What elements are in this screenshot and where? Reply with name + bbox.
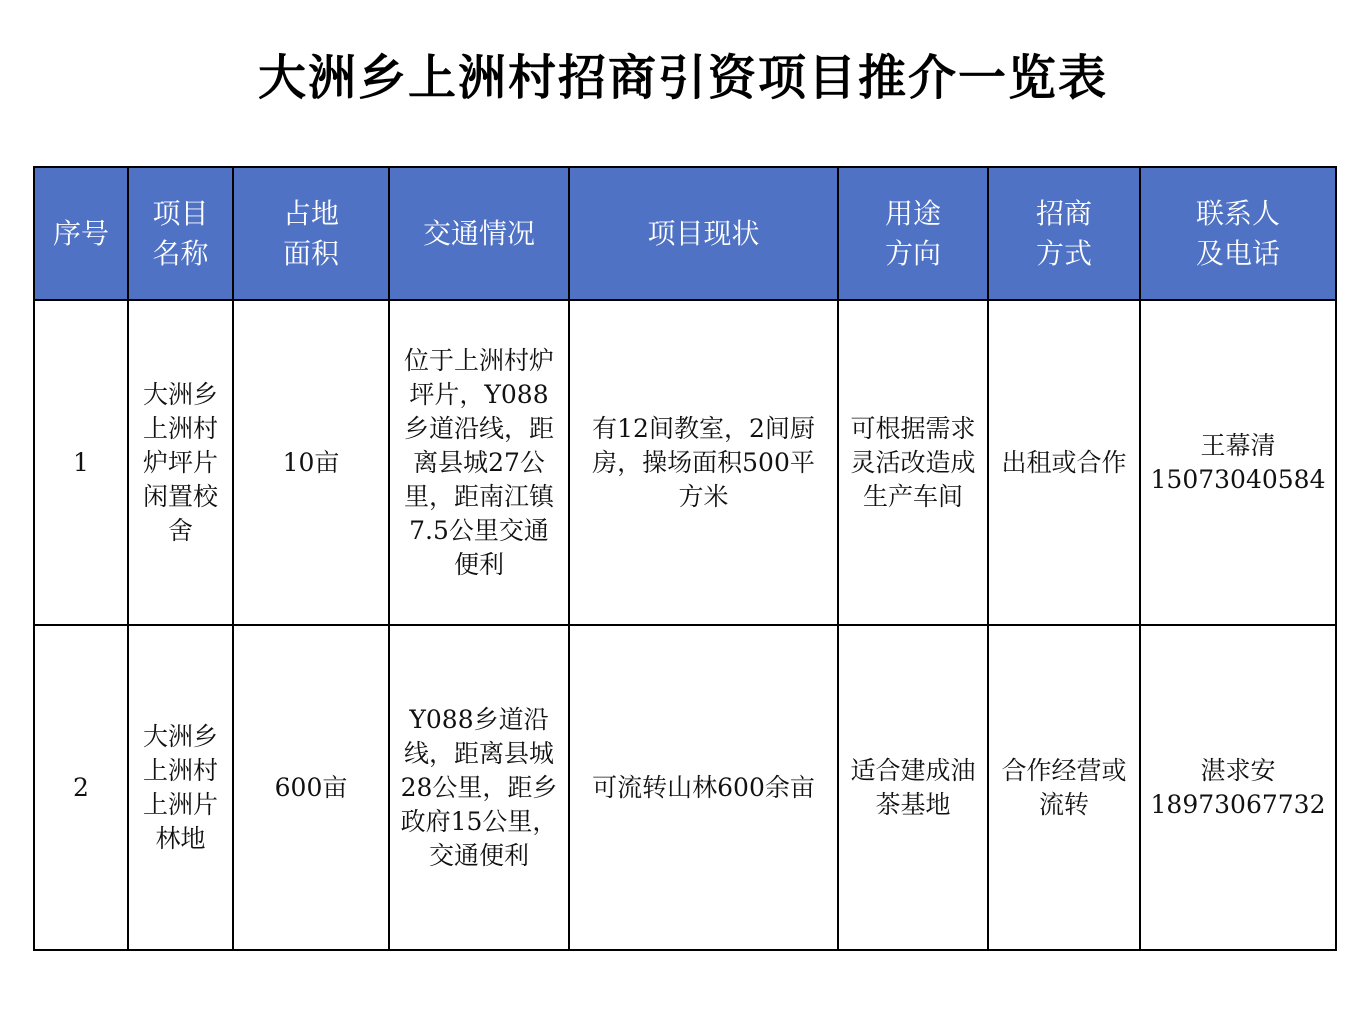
- header-status: 项目现状: [569, 167, 838, 300]
- cell-index: 1: [34, 300, 128, 625]
- header-project-name: 项目 名称: [128, 167, 233, 300]
- cell-project-name: 大洲乡 上洲村 炉坪片 闲置校 舍: [128, 300, 233, 625]
- cell-usage: 适合建成油 茶基地: [838, 625, 988, 950]
- cell-traffic: 位于上洲村炉 坪片，Y088 乡道沿线，距 离县城27公 里，距南江镇 7.5公里交通 便利: [389, 300, 569, 625]
- projects-table: [33, 166, 1337, 951]
- cell-usage: 可根据需求 灵活改造成 生产车间: [838, 300, 988, 625]
- cell-project-name: 大洲乡 上洲村 上洲片 林地: [128, 625, 233, 950]
- header-traffic: 交通情况: [389, 167, 569, 300]
- cell-contact: 王幕清 15073040584: [1140, 300, 1336, 625]
- cell-area: 10亩: [233, 300, 389, 625]
- header-usage: 用途 方向: [838, 167, 988, 300]
- cell-method: 合作经营或 流转: [988, 625, 1140, 950]
- table-row: [34, 300, 1336, 625]
- cell-area: 600亩: [233, 625, 389, 950]
- cell-contact: 湛求安 18973067732: [1140, 625, 1336, 950]
- header-row: [34, 167, 1336, 300]
- cell-status: 有12间教室，2间厨 房，操场面积500平 方米: [569, 300, 838, 625]
- page-title: 大洲乡上洲村招商引资项目推介一览表: [257, 50, 1108, 106]
- cell-method: 出租或合作: [988, 300, 1140, 625]
- cell-index: 2: [34, 625, 128, 950]
- cell-status: 可流转山林600余亩: [569, 625, 838, 950]
- header-method: 招商 方式: [988, 167, 1140, 300]
- header-area: 占地 面积: [233, 167, 389, 300]
- cell-traffic: Y088乡道沿 线，距离县城 28公里，距乡 政府15公里， 交通便利: [389, 625, 569, 950]
- table-row: [34, 625, 1336, 950]
- header-index: 序号: [34, 167, 128, 300]
- header-contact: 联系人 及电话: [1140, 167, 1336, 300]
